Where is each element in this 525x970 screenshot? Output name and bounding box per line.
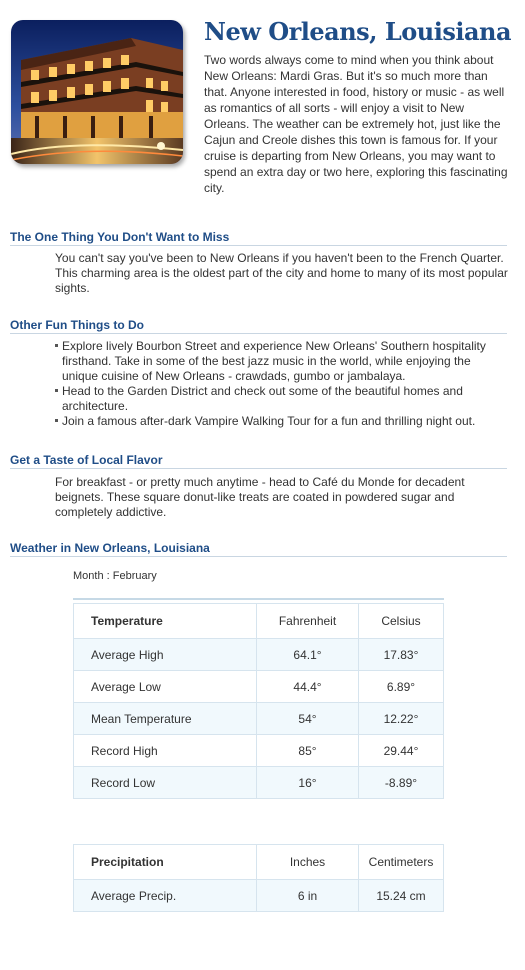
table-cell: 64.1° [257, 639, 359, 671]
table-cell: Average Low [74, 671, 257, 703]
list-item [55, 414, 510, 429]
table-cell: 29.44° [359, 735, 444, 767]
table-row [74, 880, 444, 912]
table-header-cell: Celsius [359, 604, 444, 639]
table-cell: 85° [257, 735, 359, 767]
table-cell: 44.4° [257, 671, 359, 703]
bullet-icon [55, 419, 58, 422]
table-cell: 54° [257, 703, 359, 735]
table-cell: Average High [74, 639, 257, 671]
table-row [74, 671, 444, 703]
list-item-text: Join a famous after-dark Vampire Walking Tour for a fun and thrilling night out. [62, 414, 476, 428]
table-header-cell: Inches [257, 845, 359, 880]
list-item-text: Explore lively Bourbon Street and experience New Orleans' Southern hospitality firsthand. Take in some of the best jazz music in the world, while enjoying the unique cuisine of New Orleans - crawdads, gumbo or jambalaya. [62, 339, 486, 383]
intro-paragraph: Two words always come to mind when you think about New Orleans: Mardi Gras. But it's so much more than that. Anyone interested in food, history or music - as well as romantics of all sorts - will enjoy a visit to New Orleans. The weather can be extremely hot, just like the Cajun and Creole dishes this town is famous for. If your cruise is departing from New Orleans, you may want to spend an extra day or two here, exploring this fascinating city. [204, 53, 508, 195]
table-cell: Mean Temperature [74, 703, 257, 735]
table-cell: 15.24 cm [359, 880, 444, 912]
table-cell: 16° [257, 767, 359, 799]
table-header-cell: Temperature [74, 604, 257, 639]
french-quarter-photo-image [11, 20, 183, 164]
table-cell: 17.83° [359, 639, 444, 671]
table-cell: Record Low [74, 767, 257, 799]
precipitation-table [73, 844, 444, 912]
table-row [74, 735, 444, 767]
table-row [74, 703, 444, 735]
bullet-icon [55, 344, 58, 347]
table-cell: 12.22° [359, 703, 444, 735]
table-header-cell: Precipitation [74, 845, 257, 880]
section-heading-weather: Weather in New Orleans, Louisiana [10, 541, 507, 557]
section-body-local-flavor: For breakfast - or pretty much anytime - head to Café du Monde for decadent beignets. These square donut-like treats are coated in powdered sugar and completely addictive. [55, 475, 465, 519]
table-cell: Average Precip. [74, 880, 257, 912]
table-top-rule [73, 598, 444, 600]
list-item-text: Head to the Garden District and check out some of the beautiful homes and architecture. [62, 384, 463, 413]
section-heading-dont-miss: The One Thing You Don't Want to Miss [10, 230, 507, 246]
section-body-dont-miss: You can't say you've been to New Orleans if you haven't been to the French Quarter. This charming area is the oldest part of the city and home to many of its most popular sights. [55, 251, 508, 295]
table-cell: 6.89° [359, 671, 444, 703]
month-label: Month : [73, 570, 113, 582]
list-item [55, 384, 510, 414]
section-heading-fun-things: Other Fun Things to Do [10, 318, 507, 334]
table-cell: -8.89° [359, 767, 444, 799]
table-row [74, 639, 444, 671]
temperature-table [73, 603, 444, 799]
month-selector [73, 570, 157, 582]
hero-photo [11, 20, 183, 164]
list-item [55, 339, 510, 384]
table-header-row [74, 845, 444, 880]
fun-things-list [55, 339, 510, 429]
month-value: February [112, 570, 157, 582]
section-heading-local-flavor: Get a Taste of Local Flavor [10, 453, 507, 469]
page-title: New Orleans, Louisiana [204, 17, 512, 46]
table-header-cell: Fahrenheit [257, 604, 359, 639]
table-cell: 6 in [257, 880, 359, 912]
table-cell: Record High [74, 735, 257, 767]
table-header-row [74, 604, 444, 639]
table-header-cell: Centimeters [359, 845, 444, 880]
bullet-icon [55, 389, 58, 392]
table-row [74, 767, 444, 799]
